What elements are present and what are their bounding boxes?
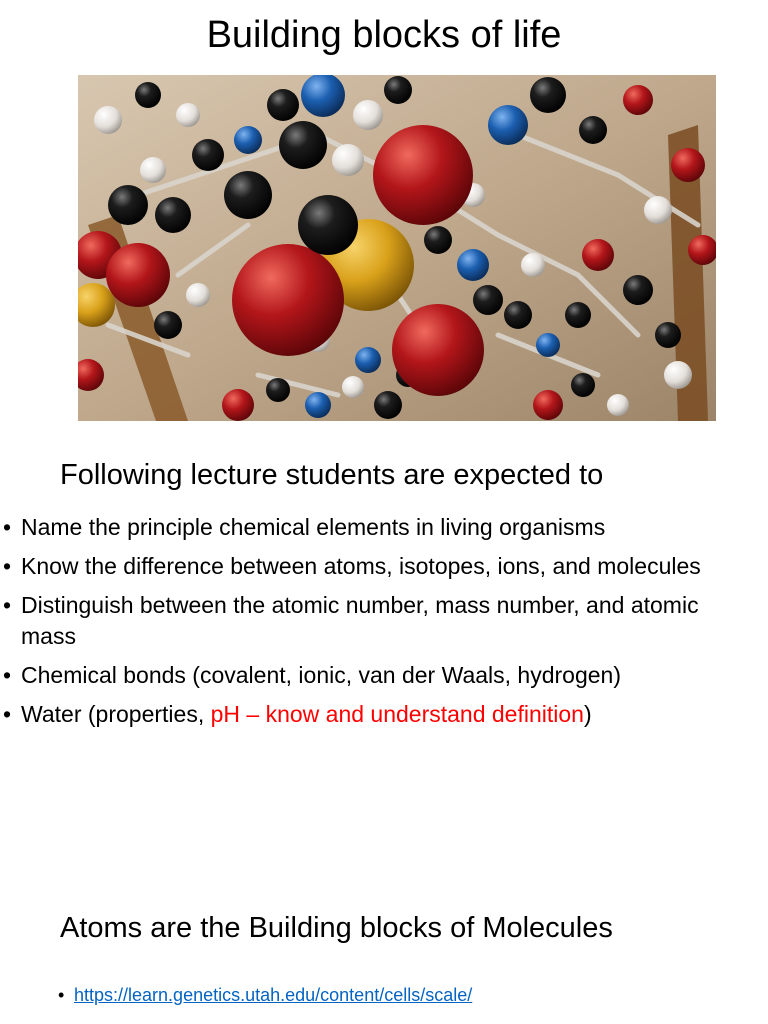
list-item: [0, 551, 740, 582]
genetics-scale-link[interactable]: https://learn.genetics.utah.edu/content/cells/scale/: [74, 985, 473, 1005]
objective-text: Chemical bonds (covalent, ionic, van der Waals, hydrogen): [21, 662, 621, 688]
bullet-icon: •: [58, 985, 65, 1005]
bullet-icon: •: [3, 662, 12, 688]
page-title: Building blocks of life: [206, 14, 562, 56]
objective-text-before: Water (properties,: [21, 701, 211, 727]
bullet-icon: •: [3, 701, 12, 727]
objectives-heading: Following lecture students are expected to: [60, 459, 604, 491]
objective-text-after: ): [583, 701, 592, 727]
link-list-item: [58, 982, 472, 1008]
objective-text-highlight: pH – know and understand definition: [210, 701, 584, 727]
objective-text: Know the difference between atoms, isotopes, ions, and molecules: [21, 553, 701, 579]
atoms-heading: Atoms are the Building blocks of Molecules: [60, 912, 613, 944]
objective-text: Name the principle chemical elements in living organisms: [21, 514, 606, 540]
molecular-model-photo: [78, 75, 716, 421]
bullet-icon: •: [3, 514, 12, 540]
objective-text: Distinguish between the atomic number, mass number, and atomic mass: [21, 592, 699, 649]
list-item: [0, 512, 740, 543]
list-item: [0, 660, 740, 691]
list-item: [0, 590, 740, 652]
objectives-list: [0, 512, 740, 738]
molecular-model-illustration: [78, 75, 716, 421]
bullet-icon: •: [3, 553, 12, 579]
list-item: [0, 699, 740, 730]
bullet-icon: •: [3, 592, 12, 618]
